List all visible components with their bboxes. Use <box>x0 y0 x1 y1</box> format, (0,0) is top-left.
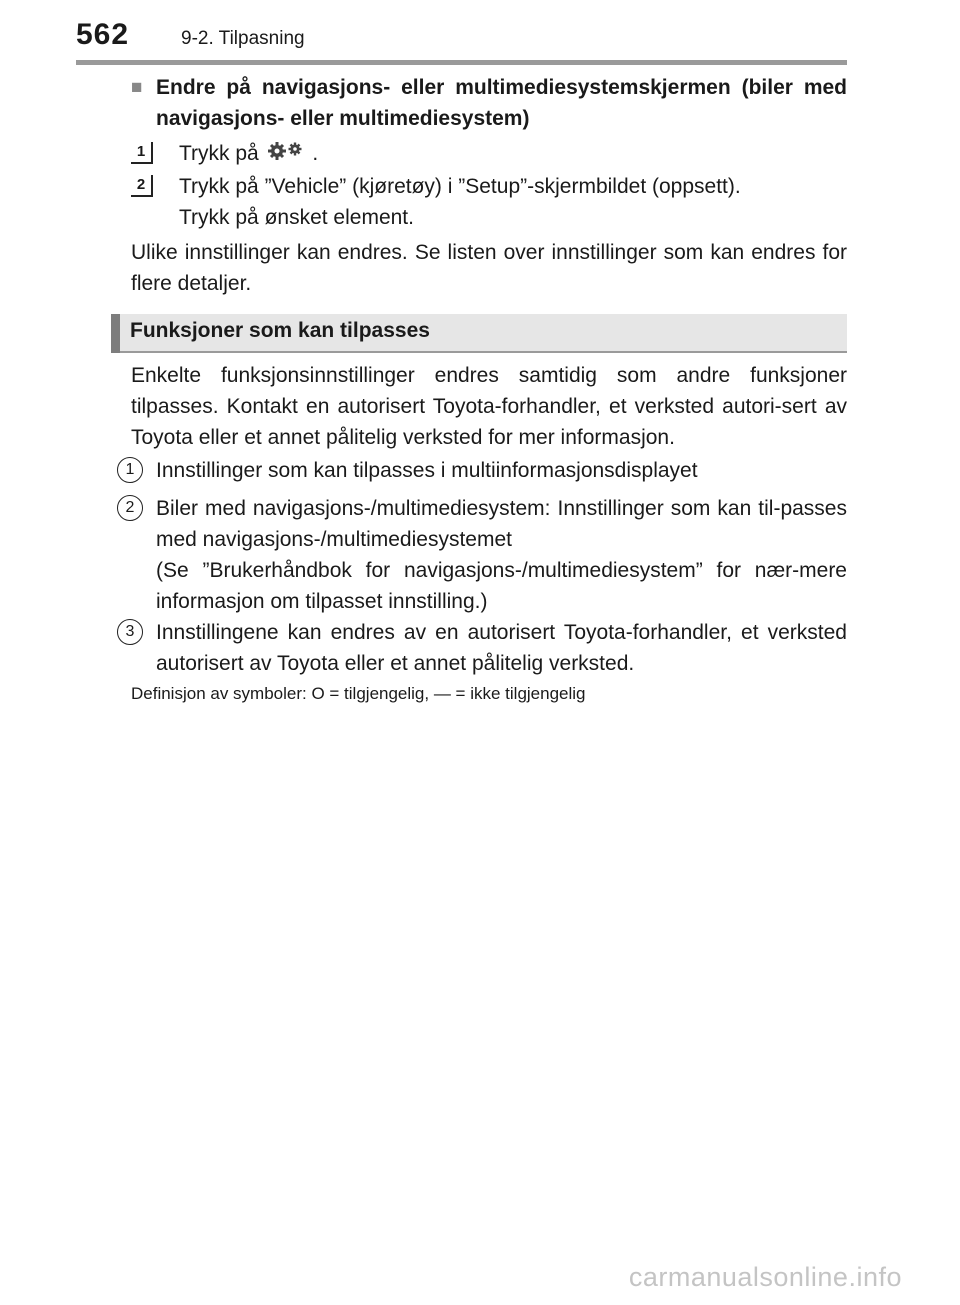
step-number-box: 2 <box>131 175 153 197</box>
list-item <box>111 455 847 486</box>
section-band-title: Funksjoner som kan tilpasses <box>130 319 430 342</box>
gear-setup-icon <box>267 139 305 170</box>
list-item-subtext: (Se ”Brukerhåndbok for navigasjons-/multimediesystem” for nær-mere informasjon om tilpasset innstilling.) <box>156 559 847 613</box>
sub-heading <box>131 72 847 134</box>
list-item-text: Biler med navigasjons-/multimediesystem: Innstillinger som kan til-passes med navigasjons-/multimediesystemet <box>156 497 847 551</box>
circled-number: 1 <box>117 457 143 483</box>
sub-heading-text: Endre på navigasjons- eller multimediesystemskjermen (biler med navigasjons- eller multimediesystem) <box>156 76 847 130</box>
list-item-text: Innstillinger som kan tilpasses i multiinformasjonsdisplayet <box>156 459 698 482</box>
step-2-line-2: Trykk på ønsket element. <box>179 206 414 229</box>
symbol-definition-note: Definisjon av symboler: O = tilgjengelig, — = ikke tilgjengelig <box>131 684 586 703</box>
square-bullet-icon: ■ <box>131 77 143 98</box>
header-rule <box>76 60 847 65</box>
list-item <box>111 493 847 617</box>
list-item-text: Innstillingene kan endres av en autorisert Toyota-forhandler, et verksted autorisert av Toyota eller et annet pålitelig verksted. <box>156 621 847 675</box>
step-1-text: Trykk på <box>179 142 259 165</box>
page-number: 562 <box>76 18 130 51</box>
circled-number: 2 <box>117 495 143 521</box>
step-number-box: 1 <box>131 142 153 164</box>
circled-number: 3 <box>117 619 143 645</box>
step-2-line-1: Trykk på ”Vehicle” (kjøretøy) i ”Setup”-skjermbildet (oppsett). <box>179 175 741 198</box>
body-paragraph: Enkelte funksjonsinnstillinger endres samtidig som andre funksjoner tilpasses. Kontakt en autorisert Toyota-forhandler, et verksted autori-sert av Toyota eller et annet pålitelig verksted for mer informasjon. <box>131 364 847 449</box>
list-item <box>111 617 847 679</box>
section-band <box>111 314 847 353</box>
watermark: carmanualsonline.info <box>628 1262 902 1292</box>
section-title: 9-2. Tilpasning <box>181 28 305 49</box>
band-accent-bar <box>111 314 120 353</box>
intro-paragraph: Ulike innstillinger kan endres. Se listen over innstillinger som kan endres for flere detaljer. <box>131 241 847 295</box>
